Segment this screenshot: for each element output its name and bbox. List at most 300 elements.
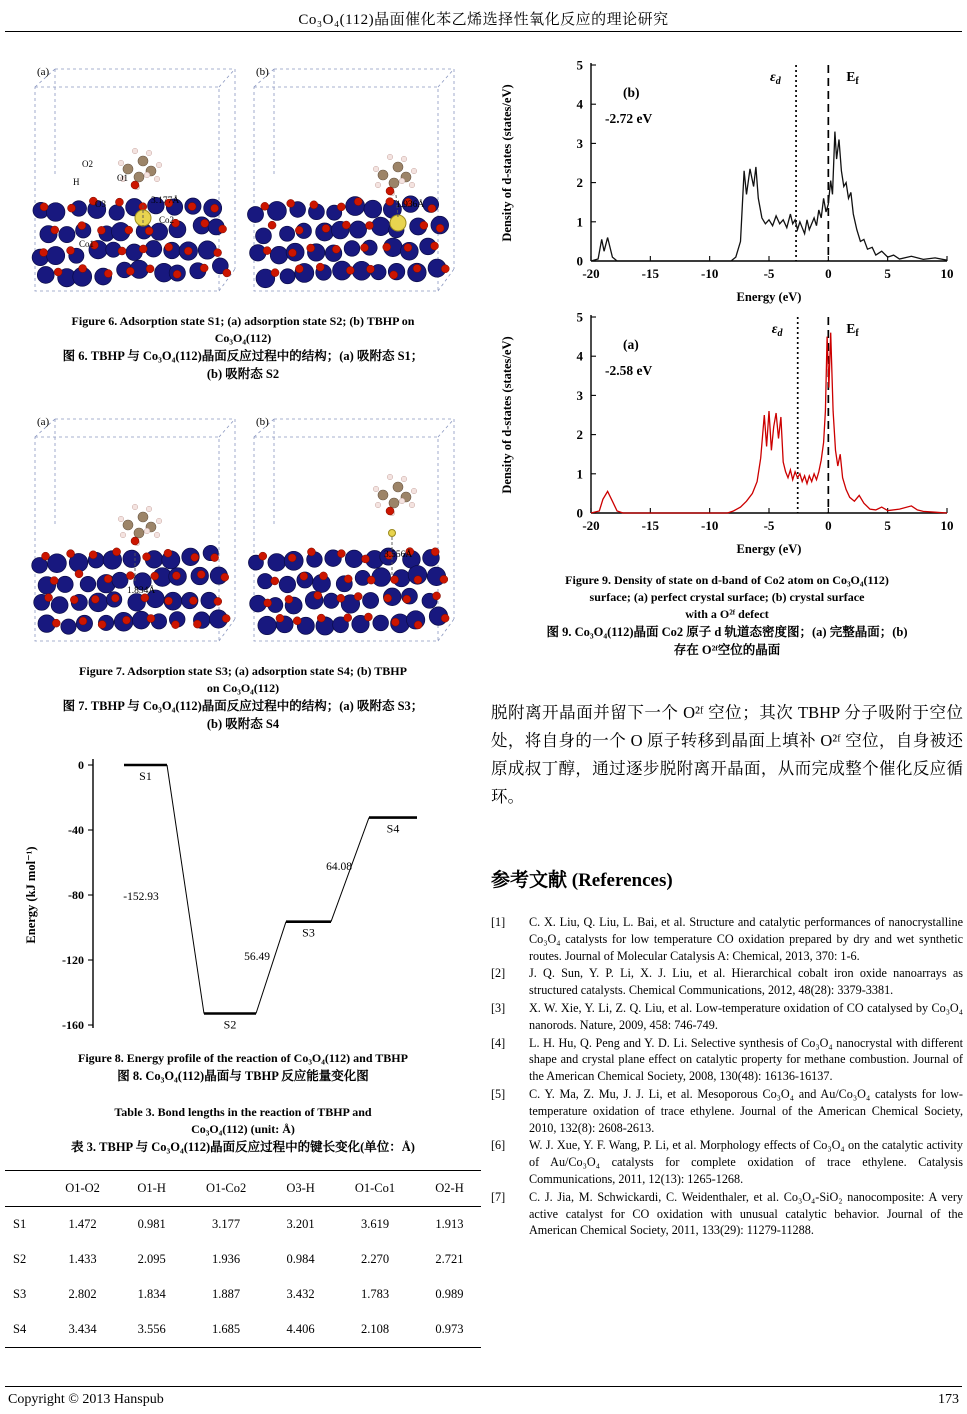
- gfx-circle: [366, 265, 374, 273]
- gfx-circle: [104, 575, 112, 583]
- figure8-caption-line: Figure 8. Energy profile of the reaction of Co₃O₄(112) and TBHP: [78, 1051, 408, 1065]
- figure6-caption: [5, 313, 481, 383]
- gfx-circle: [307, 548, 315, 556]
- gfx-text: -20: [582, 518, 600, 533]
- gfx-tspan: E: [846, 69, 856, 84]
- gfx-circle: [332, 245, 340, 253]
- table-cell: 2.108: [360, 1322, 390, 1336]
- gfx-circle: [317, 614, 325, 622]
- figure6a-panel-tag: (a): [37, 66, 50, 78]
- gfx-circle: [295, 265, 303, 273]
- gfx-text: -120: [62, 953, 84, 967]
- table-cell: 0.981: [137, 1217, 166, 1231]
- reference-item: [491, 1035, 963, 1085]
- atom-label-co2: Co2: [159, 215, 175, 225]
- gfx-line: [167, 765, 204, 1014]
- gfx-circle: [322, 224, 330, 232]
- figure7-images: [5, 405, 481, 650]
- gfx-circle: [122, 616, 130, 624]
- gfx-circle: [267, 201, 286, 220]
- gfx-text: 5: [576, 57, 583, 73]
- figure7a-panel-tag: (a): [37, 416, 50, 428]
- gfx-circle: [354, 592, 362, 600]
- gfx-circle: [184, 247, 192, 255]
- gfx-text: 3: [576, 135, 583, 151]
- reference-number: [2]: [491, 966, 506, 981]
- gfx-circle: [441, 614, 449, 622]
- reference-number: [6]: [491, 1138, 506, 1153]
- gfx-text: Energy (eV): [736, 542, 802, 556]
- gfx-circle: [420, 221, 428, 229]
- gfx-circle: [79, 265, 87, 273]
- gfx-circle: [319, 572, 327, 580]
- gfx-circle: [373, 615, 389, 631]
- gfx-text: 0: [576, 505, 583, 521]
- gfx-circle: [390, 271, 398, 279]
- gfx-text: Density of d-states (states/eV): [500, 336, 514, 494]
- gfx-text: 2: [576, 427, 583, 443]
- gfx-circle: [279, 576, 295, 592]
- gfx-text: 5: [884, 518, 891, 533]
- gfx-circle: [259, 552, 267, 560]
- gfx-circle: [47, 247, 65, 265]
- gfx-circle: [375, 182, 381, 188]
- distance-label: 3.556Å: [384, 550, 413, 560]
- gfx-circle: [154, 176, 160, 182]
- gfx-tspan: f: [855, 328, 859, 339]
- gfx-circle: [387, 154, 393, 160]
- figure6-images: [5, 55, 481, 300]
- figure7-caption-line: (b) 吸附态 S4: [206, 717, 280, 731]
- gfx-circle: [118, 247, 126, 255]
- gfx-circle: [409, 182, 415, 188]
- gfx-circle: [67, 247, 75, 255]
- gfx-circle: [211, 204, 219, 212]
- gfx-text: S4: [386, 821, 400, 836]
- gfx-text: -10: [700, 518, 719, 533]
- reference-text: X. W. Xie, Y. Li, Z. Q. Liu, et al. Low-temperature oxidation of CO catalysed by Co₃O₄ nanorods. Nature, 2009, 458: 746-749.: [529, 1000, 963, 1032]
- gfx-circle: [337, 594, 345, 602]
- gfx-text: -160: [62, 1018, 84, 1032]
- gfx-circle: [172, 572, 180, 580]
- gfx-circle: [389, 498, 399, 508]
- table3-title: [5, 1104, 481, 1156]
- gfx-circle: [441, 265, 449, 273]
- gfx-text: 56.49: [244, 951, 270, 963]
- figure9-caption-line: 图 9. Co₃O₄(112)晶面 Co2 原子 d 轨道态密度图；(a) 完整晶面；(b): [546, 625, 908, 639]
- gfx-circle: [293, 617, 301, 625]
- gfx-circle: [75, 570, 83, 578]
- atom-label-o1: O1: [117, 173, 128, 183]
- figure9-caption: [491, 572, 963, 659]
- gfx-circle: [280, 226, 295, 241]
- table-cell: 1.834: [137, 1287, 166, 1301]
- bond-length-table: [5, 1170, 481, 1348]
- gfx-circle: [145, 227, 153, 235]
- figure9-dos-chart-panel-a: [491, 307, 963, 559]
- gfx-circle: [261, 202, 269, 210]
- gfx-circle: [97, 226, 105, 234]
- gfx-text: 2: [576, 175, 583, 191]
- gfx-circle: [383, 243, 391, 251]
- gfx-tspan: ε: [770, 70, 776, 85]
- table-row: [5, 1207, 481, 1243]
- table-cell: 1.472: [68, 1217, 97, 1231]
- gfx-text: -2.58 eV: [605, 363, 653, 378]
- gfx-circle: [367, 576, 375, 584]
- distance-label: 3.177Å: [151, 196, 180, 206]
- gfx-text: -10: [700, 266, 719, 281]
- figure7b-panel-tag: (b): [256, 416, 269, 428]
- atom-label-o3: O3: [95, 199, 106, 209]
- table-cell: 3.201: [286, 1217, 315, 1231]
- gfx-text: [772, 322, 784, 339]
- figure9-caption-line: 存在 O²ᶠ空位的晶面: [673, 643, 781, 657]
- gfx-circle: [337, 550, 345, 558]
- atom-label-co1: Co1: [79, 239, 95, 249]
- table-cell: 1.887: [212, 1287, 241, 1301]
- gfx-tspan: E: [846, 321, 856, 336]
- gfx-circle: [139, 245, 147, 253]
- gfx-circle: [123, 550, 140, 567]
- figure6-caption-line: Co₃O₄(112): [214, 331, 272, 345]
- table-cell: 2.095: [137, 1252, 166, 1266]
- figure9-dos-chart-panel-b: [491, 55, 963, 307]
- gfx-text: -5: [763, 518, 775, 533]
- left-column: [5, 40, 481, 1348]
- paper-header-title: Co₃O₄(112)晶面催化苯乙烯选择性氧化反应的理论研究: [298, 12, 669, 28]
- atom-label-h: H: [73, 177, 80, 187]
- gfx-text: -40: [68, 823, 84, 837]
- gfx-text: -15: [641, 518, 660, 533]
- gfx-circle: [257, 573, 272, 588]
- gfx-circle: [198, 241, 216, 259]
- table3-title-line: Co₃O₄(112) (unit: Å): [191, 1122, 295, 1136]
- gfx-text: [846, 69, 859, 87]
- gfx-circle: [389, 178, 399, 188]
- gfx-circle: [221, 573, 229, 581]
- gfx-circle: [372, 568, 391, 587]
- figure7-panel-b-image: [246, 405, 459, 650]
- table-cell: 3.619: [360, 1217, 390, 1231]
- figure7-caption-line: on Co₃O₄(112): [206, 681, 280, 695]
- footer-rule: [5, 1386, 962, 1387]
- gfx-text: (a): [623, 337, 639, 352]
- table-row-label: S2: [13, 1252, 27, 1266]
- gfx-text: -80: [68, 888, 84, 902]
- gfx-circle: [307, 244, 315, 252]
- reference-number: [3]: [491, 1000, 506, 1015]
- gfx-circle: [138, 512, 148, 522]
- gfx-circle: [165, 243, 173, 251]
- figure8-caption-line: 图 8. Co₃O₄(112)晶面与 TBHP 反应能量变化图: [117, 1069, 369, 1083]
- reference-item: [491, 965, 963, 999]
- gfx-circle: [268, 554, 286, 572]
- gfx-circle: [46, 203, 65, 222]
- gfx-circle: [156, 518, 162, 524]
- gfx-text: 0: [78, 758, 84, 772]
- figure6-caption-line: 图 6. TBHP 与 Co₃O₄(112)晶面反应过程中的结构；(a) 吸附态 S1；: [62, 349, 424, 363]
- gfx-text: (b): [623, 85, 640, 100]
- crystal-structure-graphic: [248, 419, 454, 641]
- gfx-circle: [342, 221, 350, 229]
- gfx-circle: [436, 224, 444, 232]
- table-row: [5, 1312, 481, 1348]
- gfx-circle: [164, 549, 172, 557]
- gfx-circle: [404, 244, 412, 252]
- table-header-cell: O1-Co1: [332, 1171, 418, 1207]
- gfx-circle: [223, 269, 231, 277]
- gfx-circle: [132, 504, 138, 510]
- table-cell: 1.936: [212, 1252, 241, 1266]
- reference-text: W. J. Xue, Y. F. Wang, P. Li, et al. Morphology effects of Co₃O₄ on the catalytic activity of Au/Co₃O₄ catalysts for complete oxidation of trace ethylene. Catalysis Communications, 2011, 12(13): 1265-1268.: [529, 1138, 963, 1186]
- gfx-circle: [113, 548, 121, 556]
- gfx-text: -20: [582, 266, 600, 281]
- distance-label: 1.834Å: [127, 586, 156, 596]
- gfx-circle: [411, 168, 417, 174]
- reference-number: [7]: [491, 1189, 506, 1204]
- gfx-circle: [219, 225, 227, 233]
- gfx-text: Density of d-states (states/eV): [500, 84, 514, 242]
- gfx-circle: [109, 205, 124, 220]
- gfx-circle: [98, 621, 106, 629]
- figure6-panel-b-image: [246, 55, 459, 300]
- gfx-text: S1: [139, 769, 152, 783]
- gfx-circle: [37, 267, 54, 284]
- gfx-text: S3: [302, 925, 315, 940]
- gfx-circle: [151, 572, 159, 580]
- reference-item: [491, 1189, 963, 1239]
- gfx-circle: [431, 242, 439, 250]
- gfx-circle: [118, 160, 124, 166]
- gfx-circle: [384, 594, 392, 602]
- gfx-circle: [378, 170, 388, 180]
- table-header-cell: O1-O2: [45, 1171, 120, 1207]
- gfx-text: 10: [940, 518, 954, 533]
- reference-number: [5]: [491, 1086, 506, 1101]
- gfx-circle: [112, 572, 128, 588]
- table-cell: 3.434: [68, 1322, 97, 1336]
- footer-page-number: 173: [938, 1392, 959, 1407]
- gfx-circle: [91, 595, 99, 603]
- gfx-circle: [345, 550, 363, 568]
- table-header-cell: O1-Co2: [183, 1171, 269, 1207]
- references-list: [491, 914, 963, 1239]
- gfx-circle: [50, 577, 58, 585]
- crystal-structure-graphic: [247, 69, 454, 291]
- gfx-circle: [146, 265, 154, 273]
- gfx-circle: [258, 616, 276, 634]
- gfx-circle: [403, 595, 411, 603]
- gfx-circle: [387, 474, 393, 480]
- gfx-text: [770, 70, 782, 87]
- gfx-circle: [125, 226, 133, 234]
- figure8-energy-profile-chart: [5, 750, 481, 1040]
- gfx-circle: [389, 530, 396, 537]
- gfx-circle: [201, 219, 209, 227]
- gfx-circle: [131, 537, 139, 545]
- gfx-circle: [346, 266, 354, 274]
- gfx-text: 3: [576, 387, 583, 403]
- gfx-circle: [386, 198, 394, 206]
- crystal-structure-graphic: [32, 69, 235, 291]
- reference-text: C. Y. Ma, Z. Mu, J. J. Li, et al. Mesoporous Co₃O₄ and Au/Co₃O₄ catalysts for low-temperature oxidation of trace ethylene. Journal of the American Chemical Society, 2010, 132(8): 2608-2613.: [529, 1086, 963, 1135]
- gfx-circle: [401, 156, 407, 162]
- gfx-circle: [123, 520, 133, 530]
- gfx-circle: [132, 148, 138, 154]
- gfx-circle: [364, 200, 382, 218]
- gfx-tspan: ε: [771, 322, 778, 337]
- reference-text: J. Q. Sun, Y. P. Li, X. J. Liu, et al. Hierarchical cobalt iron oxide nanoarrays as structured catalysts. Chemical Communications, 2012, 48(28): 3379-3381.: [529, 966, 963, 998]
- gfx-circle: [111, 594, 119, 602]
- table-cell: 3.556: [137, 1322, 166, 1336]
- gfx-circle: [51, 226, 59, 234]
- gfx-circle: [372, 217, 390, 235]
- gfx-text: -2.72 eV: [605, 111, 653, 126]
- figure6-caption-line: (b) 吸附态 S2: [206, 367, 280, 381]
- gfx-circle: [54, 268, 62, 276]
- distance-label: 1.936Å: [396, 200, 425, 210]
- figure9-caption-line: surface; (a) perfect crystal surface; (b) crystal surface: [589, 590, 865, 604]
- table-row-label: S3: [13, 1287, 27, 1301]
- table-cell: 0.973: [435, 1322, 464, 1336]
- gfx-circle: [314, 591, 322, 599]
- gfx-text: Energy (eV): [736, 290, 802, 304]
- gfx-circle: [399, 178, 405, 184]
- gfx-circle: [45, 594, 53, 602]
- gfx-circle: [391, 618, 399, 626]
- gfx-text: 4: [576, 348, 583, 364]
- reference-text: C. X. Liu, Q. Liu, L. Bai, et al. Structure and catalytic performances of nanocrystalline Co₃O₄ catalysts for low temperature CO oxidation prepared by dry and wet synthetic routes. Journal of Molecular Catalysis A: Chemical, 2013, 370: 1-6.: [529, 915, 963, 963]
- table-row: [5, 1242, 481, 1277]
- gfx-circle: [337, 203, 345, 211]
- header-rule: [5, 31, 962, 32]
- table-row-label: S4: [13, 1322, 27, 1336]
- figure6-caption-line: Figure 6. Adsorption state S1; (a) adsorption state S2; (b) TBHP on: [71, 314, 415, 328]
- table-cell: 1.685: [212, 1322, 241, 1336]
- gfx-circle: [256, 228, 272, 244]
- figure9-caption-line: with a O²ᶠ defect: [685, 607, 769, 621]
- gfx-text: 10: [940, 266, 954, 281]
- gfx-circle: [414, 621, 422, 629]
- table-cell: 0.984: [286, 1252, 315, 1266]
- gfx-circle: [409, 502, 415, 508]
- table3-title-line: 表 3. TBHP 与 Co₃O₄(112)晶面反应过程中的键长变化(单位：Å): [71, 1140, 415, 1154]
- figure7-caption-line: 图 7. TBHP 与 Co₃O₄(112)晶面反应过程中的结构；(a) 吸附态 S3；: [62, 699, 424, 713]
- gfx-circle: [68, 204, 76, 212]
- gfx-circle: [391, 576, 399, 584]
- gfx-circle: [48, 554, 67, 573]
- gfx-circle: [363, 592, 379, 608]
- reference-item: [491, 1086, 963, 1136]
- gfx-circle: [401, 476, 407, 482]
- gfx-circle: [144, 172, 150, 178]
- gfx-circle: [264, 599, 272, 607]
- gfx-circle: [300, 572, 308, 580]
- gfx-circle: [344, 241, 360, 257]
- reference-number: [1]: [491, 915, 506, 929]
- gfx-text: [846, 321, 859, 339]
- atom-label-o2: O2: [82, 159, 93, 169]
- table3-title-line: Table 3. Bond lengths in the reaction of TBHP and: [114, 1105, 372, 1119]
- gfx-circle: [165, 597, 173, 605]
- gfx-circle: [271, 577, 279, 585]
- gfx-circle: [344, 575, 352, 583]
- gfx-circle: [79, 617, 87, 625]
- gfx-circle: [378, 490, 388, 500]
- reference-text: L. H. Hu, Q. Peng and Y. D. Li. Selective synthesis of Co₃O₄ nanocrystal with different shape and crystal plane effect on catalytic property for methane combustion. Journal of the American Chemical Society, 2008, 130(48): 16136-16137.: [529, 1035, 963, 1084]
- table-header-cell: O1-H: [120, 1171, 183, 1207]
- right-column: [491, 40, 963, 1240]
- gfx-circle: [156, 162, 162, 168]
- table-cell: 2.721: [435, 1252, 464, 1266]
- gfx-circle: [118, 516, 124, 522]
- gfx-text: 5: [576, 309, 583, 325]
- gfx-circle: [295, 226, 303, 234]
- figure7-panel-a-image: [27, 405, 240, 650]
- gfx-text: 0: [825, 518, 832, 533]
- gfx-circle: [115, 198, 123, 206]
- reference-item: [491, 914, 963, 964]
- gfx-circle: [80, 576, 96, 592]
- gfx-polyline: [591, 132, 947, 261]
- gfx-circle: [263, 247, 271, 255]
- gfx-tspan: d: [777, 328, 783, 339]
- gfx-circle: [67, 550, 75, 558]
- table-cell: 1.913: [435, 1217, 464, 1231]
- gfx-tspan: f: [855, 76, 859, 87]
- gfx-circle: [390, 215, 406, 231]
- gfx-circle: [78, 222, 86, 230]
- gfx-circle: [147, 614, 155, 622]
- gfx-circle: [70, 596, 78, 604]
- gfx-circle: [200, 264, 208, 272]
- gfx-circle: [189, 597, 197, 605]
- gfx-circle: [310, 201, 318, 209]
- gfx-circle: [440, 575, 448, 583]
- figure6-panel-a-image: [27, 55, 240, 300]
- gfx-circle: [134, 172, 144, 182]
- gfx-circle: [399, 498, 405, 504]
- gfx-circle: [428, 204, 436, 212]
- reference-item: [491, 1000, 963, 1034]
- crystal-structure-graphic: [32, 419, 235, 641]
- table-cell: 1.783: [360, 1287, 390, 1301]
- gfx-circle: [431, 548, 439, 556]
- gfx-circle: [193, 620, 201, 628]
- reference-text: C. J. Jia, M. Schwickardi, C. Weidenthaler, et al. Co₃O₄-SiO₂ nanocomposite: A very active catalyst for CO oxidation with unusual catalytic behavior. Journal of the American Chemical Society, 2011, 133(29): 11279-11288.: [529, 1189, 963, 1238]
- gfx-circle: [247, 206, 263, 222]
- gfx-tspan: d: [775, 76, 781, 87]
- gfx-text: S2: [223, 1017, 237, 1032]
- gfx-circle: [393, 162, 403, 172]
- gfx-circle: [197, 570, 205, 578]
- gfx-circle: [61, 619, 76, 634]
- gfx-line: [256, 922, 286, 1014]
- gfx-circle: [222, 614, 230, 622]
- table-cell: 3.432: [286, 1287, 315, 1301]
- gfx-text: 0: [825, 266, 832, 281]
- table-row-label: S1: [13, 1217, 27, 1231]
- gfx-text: -152.93: [123, 891, 159, 903]
- gfx-circle: [40, 203, 48, 211]
- gfx-circle: [364, 613, 372, 621]
- body-paragraph: 脱附离开晶面并留下一个 O²ᶠ 空位；其次 TBHP 分子吸附于空位处，将自身的一个 O 原子转移到晶面上填补 O²ᶠ 空位，自身被还原成叔丁醇，通过逐步脱附离开晶面，从而完成整个催化反应循环。: [491, 703, 963, 806]
- gfx-circle: [188, 203, 196, 211]
- references-heading: 参考文献 (References): [491, 870, 673, 891]
- gfx-circle: [361, 555, 369, 563]
- gfx-circle: [214, 597, 222, 605]
